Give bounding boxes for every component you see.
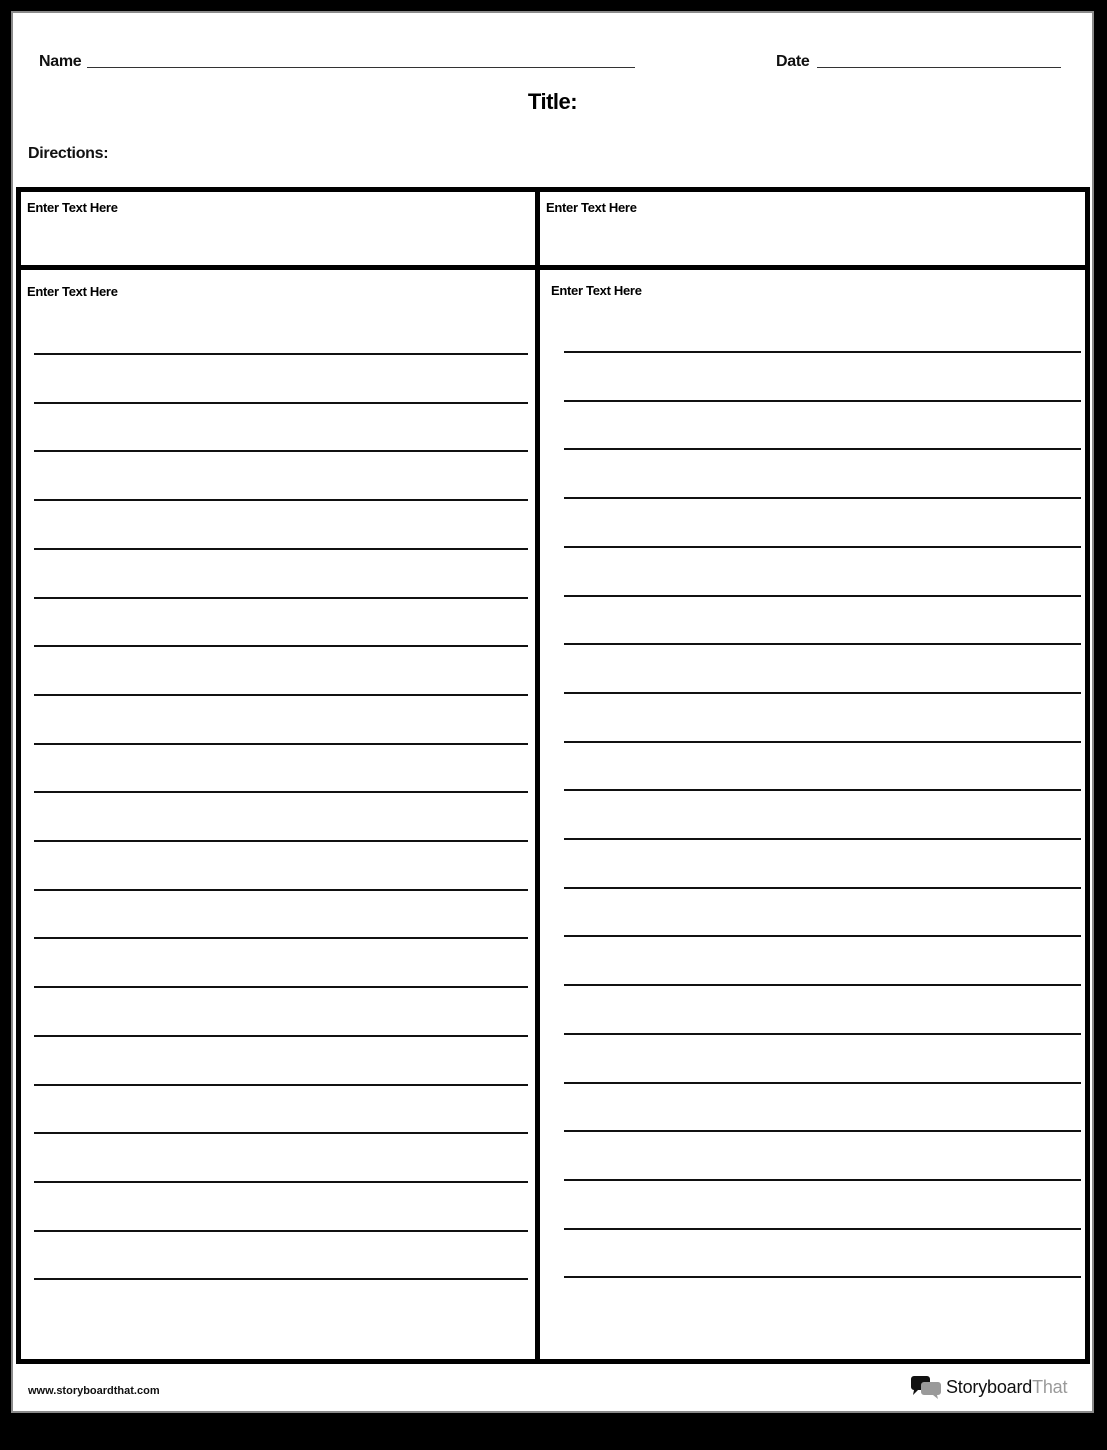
writing-line[interactable]: [34, 499, 528, 501]
writing-line[interactable]: [34, 353, 528, 355]
writing-line[interactable]: [564, 595, 1081, 597]
writing-line[interactable]: [34, 1084, 528, 1086]
date-label: Date: [776, 53, 810, 70]
writing-line[interactable]: [34, 694, 528, 696]
writing-line[interactable]: [564, 546, 1081, 548]
name-input-line[interactable]: [87, 67, 635, 68]
left-body-placeholder[interactable]: Enter Text Here: [27, 284, 118, 299]
writing-line[interactable]: [564, 1228, 1081, 1230]
writing-line[interactable]: [564, 692, 1081, 694]
right-body-placeholder[interactable]: Enter Text Here: [551, 283, 642, 298]
writing-line[interactable]: [34, 986, 528, 988]
writing-line[interactable]: [564, 400, 1081, 402]
speech-bubbles-icon: [910, 1375, 942, 1399]
writing-line[interactable]: [34, 1230, 528, 1232]
writing-line[interactable]: [564, 838, 1081, 840]
writing-line[interactable]: [564, 448, 1081, 450]
writing-line[interactable]: [34, 597, 528, 599]
name-label: Name: [39, 53, 82, 70]
writing-line[interactable]: [34, 450, 528, 452]
writing-line[interactable]: [564, 935, 1081, 937]
right-body-cell[interactable]: [535, 265, 1090, 1364]
right-header-placeholder[interactable]: Enter Text Here: [546, 200, 637, 215]
writing-line[interactable]: [34, 1132, 528, 1134]
writing-line[interactable]: [34, 548, 528, 550]
footer-url: www.storyboardthat.com: [28, 1385, 160, 1397]
worksheet-page: [11, 11, 1094, 1413]
writing-line[interactable]: [564, 789, 1081, 791]
writing-line[interactable]: [564, 1179, 1081, 1181]
title-label[interactable]: Title:: [527, 89, 578, 114]
writing-line[interactable]: [564, 1082, 1081, 1084]
writing-line[interactable]: [564, 741, 1081, 743]
storyboardthat-logo: [910, 1375, 1067, 1399]
left-body-cell[interactable]: [16, 265, 542, 1364]
writing-line[interactable]: [34, 889, 528, 891]
logo-text: [946, 1377, 1067, 1398]
writing-line[interactable]: [564, 643, 1081, 645]
right-header-cell[interactable]: [535, 187, 1090, 270]
writing-line[interactable]: [34, 791, 528, 793]
writing-line[interactable]: [34, 1278, 528, 1280]
writing-line[interactable]: [34, 743, 528, 745]
writing-line[interactable]: [564, 984, 1081, 986]
writing-line[interactable]: [564, 1130, 1081, 1132]
writing-line[interactable]: [34, 937, 528, 939]
left-header-cell[interactable]: [16, 187, 542, 270]
writing-line[interactable]: [564, 497, 1081, 499]
writing-line[interactable]: [34, 1035, 528, 1037]
writing-line[interactable]: [564, 351, 1081, 353]
left-header-placeholder[interactable]: Enter Text Here: [27, 200, 118, 215]
writing-line[interactable]: [564, 1033, 1081, 1035]
logo-text-primary: Storyboard: [946, 1376, 1033, 1397]
writing-line[interactable]: [564, 1276, 1081, 1278]
writing-line[interactable]: [34, 645, 528, 647]
directions-label[interactable]: Directions:: [28, 145, 109, 162]
date-input-line[interactable]: [817, 67, 1061, 68]
logo-text-secondary: That: [1032, 1376, 1068, 1397]
writing-line[interactable]: [34, 1181, 528, 1183]
writing-line[interactable]: [34, 402, 528, 404]
writing-line[interactable]: [34, 840, 528, 842]
writing-line[interactable]: [564, 887, 1081, 889]
